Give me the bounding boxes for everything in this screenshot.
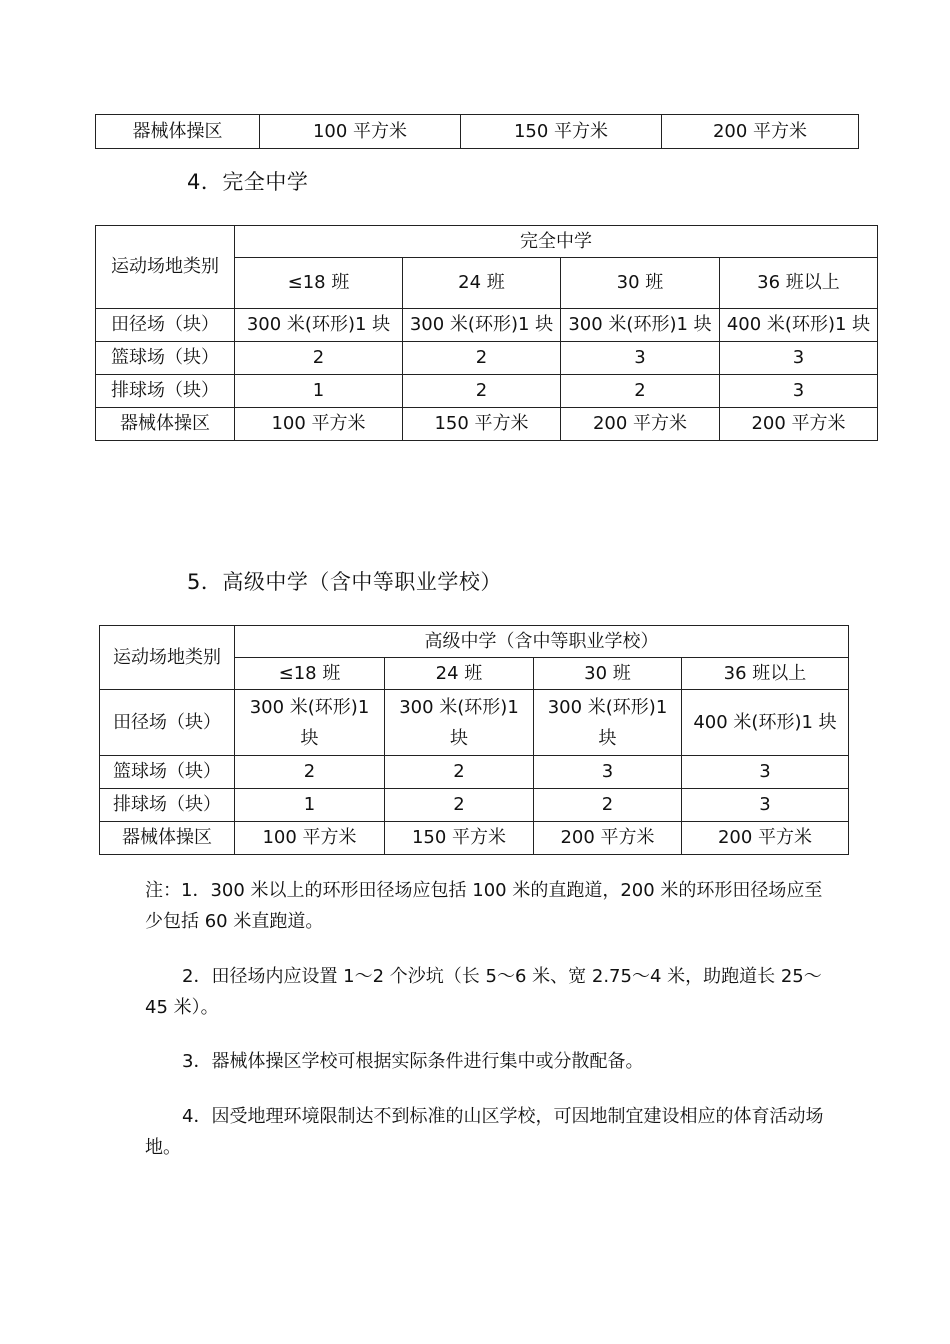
table-cell: 200 平方米: [662, 115, 859, 149]
table-cell: 400 米(环形)1 块: [720, 309, 878, 342]
row-header-label: 运动场地类别: [96, 226, 235, 309]
table-cell: 2: [403, 375, 561, 408]
section4-table: [95, 225, 878, 441]
table-cell: 400 米(环形)1 块: [682, 690, 849, 756]
table-cell: 200 平方米: [561, 408, 720, 441]
column-header: 36 班以上: [682, 658, 849, 690]
table-row: [100, 756, 849, 789]
table-row: [96, 342, 878, 375]
section5-table: [99, 625, 849, 855]
table-cell: 300 米(环形)1 块: [235, 690, 385, 756]
note-4: 4．因受地理环境限制达不到标准的山区学校，可因地制宜建设相应的体育活动场地。: [145, 1106, 824, 1158]
column-header: 36 班以上: [720, 258, 878, 309]
table-cell: 2: [385, 789, 534, 822]
table-cell: 2: [385, 756, 534, 789]
table-cell: 2: [561, 375, 720, 408]
note-1: 注：1．300 米以上的环形田径场应包括 100 米的直跑道，200 米的环形田径场应至少包括 60 米直跑道。: [145, 880, 823, 932]
section5-heading: 5．高级中学（含中等职业学校）: [187, 570, 502, 594]
cell-row-label: 篮球场（块）: [96, 342, 235, 375]
cell-row-label: 器械体操区: [96, 115, 260, 149]
table-cell: 100 平方米: [235, 822, 385, 855]
table-cell: 300 米(环形)1 块: [534, 690, 682, 756]
top-table: [95, 114, 859, 149]
table-cell: 150 平方米: [461, 115, 662, 149]
column-header: 30 班: [561, 258, 720, 309]
table-row: [100, 789, 849, 822]
column-header: 30 班: [534, 658, 682, 690]
cell-row-label: 田径场（块）: [100, 690, 235, 756]
column-header: 24 班: [403, 258, 561, 309]
cell-row-label: 田径场（块）: [96, 309, 235, 342]
table-cell: 200 平方米: [720, 408, 878, 441]
table-cell: 300 米(环形)1 块: [403, 309, 561, 342]
table-row: [100, 690, 849, 756]
cell-row-label: 排球场（块）: [100, 789, 235, 822]
table-cell: 3: [682, 789, 849, 822]
group-label: 完全中学: [235, 226, 878, 258]
table-cell: 100 平方米: [235, 408, 403, 441]
table-header-row: [100, 626, 849, 658]
table-cell: 300 米(环形)1 块: [235, 309, 403, 342]
table-row: [96, 115, 859, 149]
table-cell: 300 米(环形)1 块: [385, 690, 534, 756]
table-cell: 100 平方米: [260, 115, 461, 149]
table-cell: 150 平方米: [385, 822, 534, 855]
cell-row-label: 器械体操区: [100, 822, 235, 855]
section4-heading: 4．完全中学: [187, 170, 309, 194]
table-cell: 1: [235, 789, 385, 822]
cell-row-label: 排球场（块）: [96, 375, 235, 408]
table-cell: 3: [561, 342, 720, 375]
note-3: 3．器械体操区学校可根据实际条件进行集中或分散配备。: [182, 1051, 644, 1072]
group-label: 高级中学（含中等职业学校）: [235, 626, 849, 658]
row-header-label: 运动场地类别: [100, 626, 235, 690]
table-cell: 3: [682, 756, 849, 789]
table-cell: 2: [235, 756, 385, 789]
cell-row-label: 篮球场（块）: [100, 756, 235, 789]
table-cell: 2: [534, 789, 682, 822]
table-row: [96, 408, 878, 441]
cell-row-label: 器械体操区: [96, 408, 235, 441]
note-2: 2．田径场内应设置 1～2 个沙坑（长 5～6 米、宽 2.75～4 米，助跑道长 25～45 米）。: [145, 966, 822, 1018]
table-cell: 1: [235, 375, 403, 408]
table-cell: 200 平方米: [534, 822, 682, 855]
table-row: [96, 375, 878, 408]
column-header: ≤18 班: [235, 258, 403, 309]
table-header-row: [96, 226, 878, 258]
table-cell: 3: [534, 756, 682, 789]
table-row: [100, 822, 849, 855]
table-cell: 200 平方米: [682, 822, 849, 855]
column-header: 24 班: [385, 658, 534, 690]
table-cell: 3: [720, 342, 878, 375]
table-cell: 150 平方米: [403, 408, 561, 441]
table-row: [96, 309, 878, 342]
table-cell: 2: [403, 342, 561, 375]
table-cell: 2: [235, 342, 403, 375]
column-header: ≤18 班: [235, 658, 385, 690]
table-cell: 300 米(环形)1 块: [561, 309, 720, 342]
table-cell: 3: [720, 375, 878, 408]
